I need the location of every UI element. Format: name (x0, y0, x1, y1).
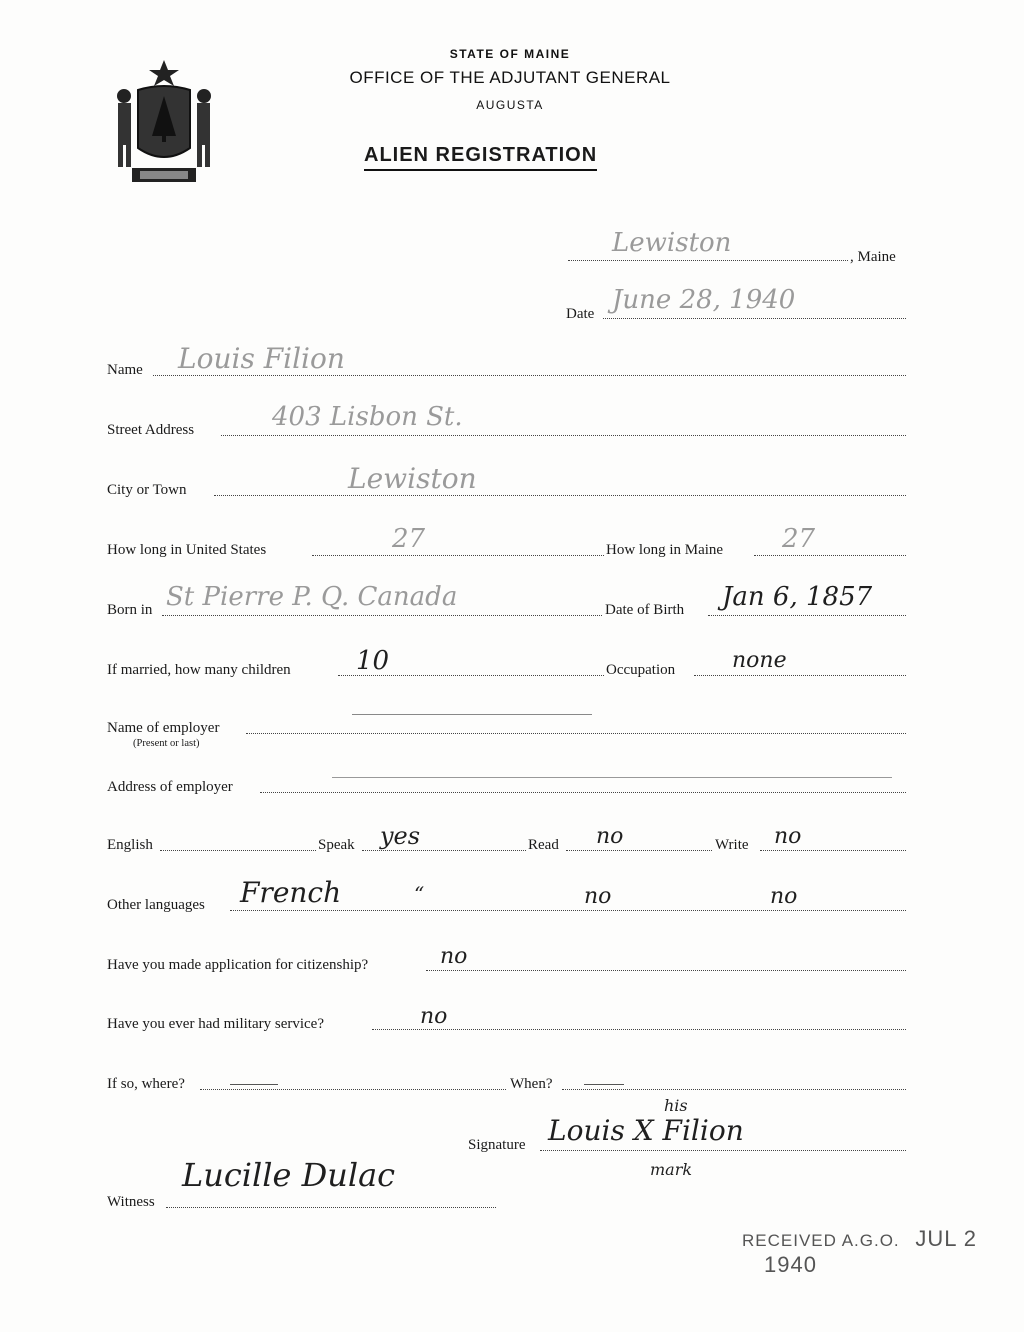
citizenship-value: no (440, 944, 468, 969)
place-line (568, 260, 848, 261)
when-label: When? (510, 1076, 553, 1092)
maine-years-value: 27 (782, 524, 816, 554)
street-line (221, 435, 906, 436)
other-languages-label: Other languages (107, 897, 205, 913)
name-label: Name (107, 362, 143, 378)
date-line (603, 318, 906, 319)
form-title: ALIEN REGISTRATION (364, 144, 597, 171)
received-stamp (742, 1226, 1024, 1278)
write-label: Write (715, 837, 749, 853)
citizenship-line (426, 970, 906, 971)
military-label: Have you ever had military service? (107, 1016, 324, 1032)
signature-value: Louis X Filion (548, 1114, 744, 1147)
other-languages-speak: “ (414, 882, 425, 906)
dob-value: Jan 6, 1857 (722, 582, 873, 612)
stamp-month-day: JUL 2 (915, 1226, 978, 1251)
other-languages-write: no (770, 884, 798, 909)
english-label: English (107, 837, 153, 853)
born-in-label: Born in (107, 602, 153, 618)
stamp-received: RECEIVED A.G.O. (742, 1231, 900, 1250)
city-value: Lewiston (348, 462, 477, 495)
header-state: STATE OF MAINE (449, 47, 571, 61)
date-value: June 28, 1940 (612, 285, 796, 315)
dob-line (708, 615, 906, 616)
occupation-value: none (732, 648, 787, 673)
employer-sublabel: (Present or last) (133, 738, 200, 749)
maine-state-seal-icon (108, 56, 220, 186)
employer-line (246, 733, 906, 734)
read-label: Read (528, 837, 559, 853)
employer-label: Name of employer (107, 720, 220, 736)
signature-line (540, 1150, 906, 1151)
header-office: OFFICE OF THE ADJUTANT GENERAL (349, 68, 671, 87)
date-label: Date (566, 306, 595, 322)
children-value: 10 (356, 646, 390, 676)
write-line (760, 850, 906, 851)
employer-address-line (260, 792, 906, 793)
speak-value: yes (380, 822, 421, 850)
place-suffix: , Maine (850, 249, 896, 265)
where-dash (230, 1084, 278, 1085)
street-label: Street Address (107, 422, 195, 438)
born-in-line (162, 615, 602, 616)
employer-address-dash (332, 777, 892, 778)
street-value: 403 Lisbon St. (272, 402, 463, 432)
other-languages-read: no (584, 884, 612, 909)
read-value: no (596, 824, 624, 849)
name-value: Louis Filion (178, 342, 345, 375)
witness-label: Witness (107, 1194, 155, 1210)
speak-line (362, 850, 526, 851)
us-years-line (312, 555, 604, 556)
signature-label: Signature (468, 1137, 526, 1153)
header-city: AUGUSTA (476, 98, 544, 112)
us-years-label: How long in United States (107, 542, 267, 558)
other-languages-value: French (240, 876, 342, 909)
where-line (200, 1089, 506, 1090)
city-label: City or Town (107, 482, 187, 498)
dob-label: Date of Birth (605, 602, 685, 618)
military-line (372, 1029, 906, 1030)
employer-address-label: Address of employer (107, 779, 233, 795)
us-years-value: 27 (392, 524, 426, 554)
english-line (160, 850, 316, 851)
place-value: Lewiston (612, 228, 732, 258)
witness-value: Lucille Dulac (182, 1156, 396, 1194)
children-label: If married, how many children (107, 662, 291, 678)
when-dash (584, 1084, 624, 1085)
read-line (566, 850, 712, 851)
signature-his: his (664, 1096, 688, 1115)
other-languages-line (230, 910, 906, 911)
stamp-year: 1940 (764, 1252, 817, 1277)
witness-line (166, 1207, 496, 1208)
city-line (214, 495, 906, 496)
employer-dash (352, 714, 592, 715)
speak-label: Speak (318, 837, 355, 853)
when-line (562, 1089, 906, 1090)
where-label: If so, where? (107, 1076, 185, 1092)
citizenship-label: Have you made application for citizenship? (107, 957, 369, 973)
occupation-line (694, 675, 906, 676)
occupation-label: Occupation (606, 662, 676, 678)
name-line (153, 375, 906, 376)
signature-mark: mark (650, 1160, 693, 1179)
military-value: no (420, 1004, 448, 1029)
born-in-value: St Pierre P. Q. Canada (166, 582, 458, 612)
maine-years-line (754, 555, 906, 556)
write-value: no (774, 824, 802, 849)
maine-years-label: How long in Maine (606, 542, 724, 558)
